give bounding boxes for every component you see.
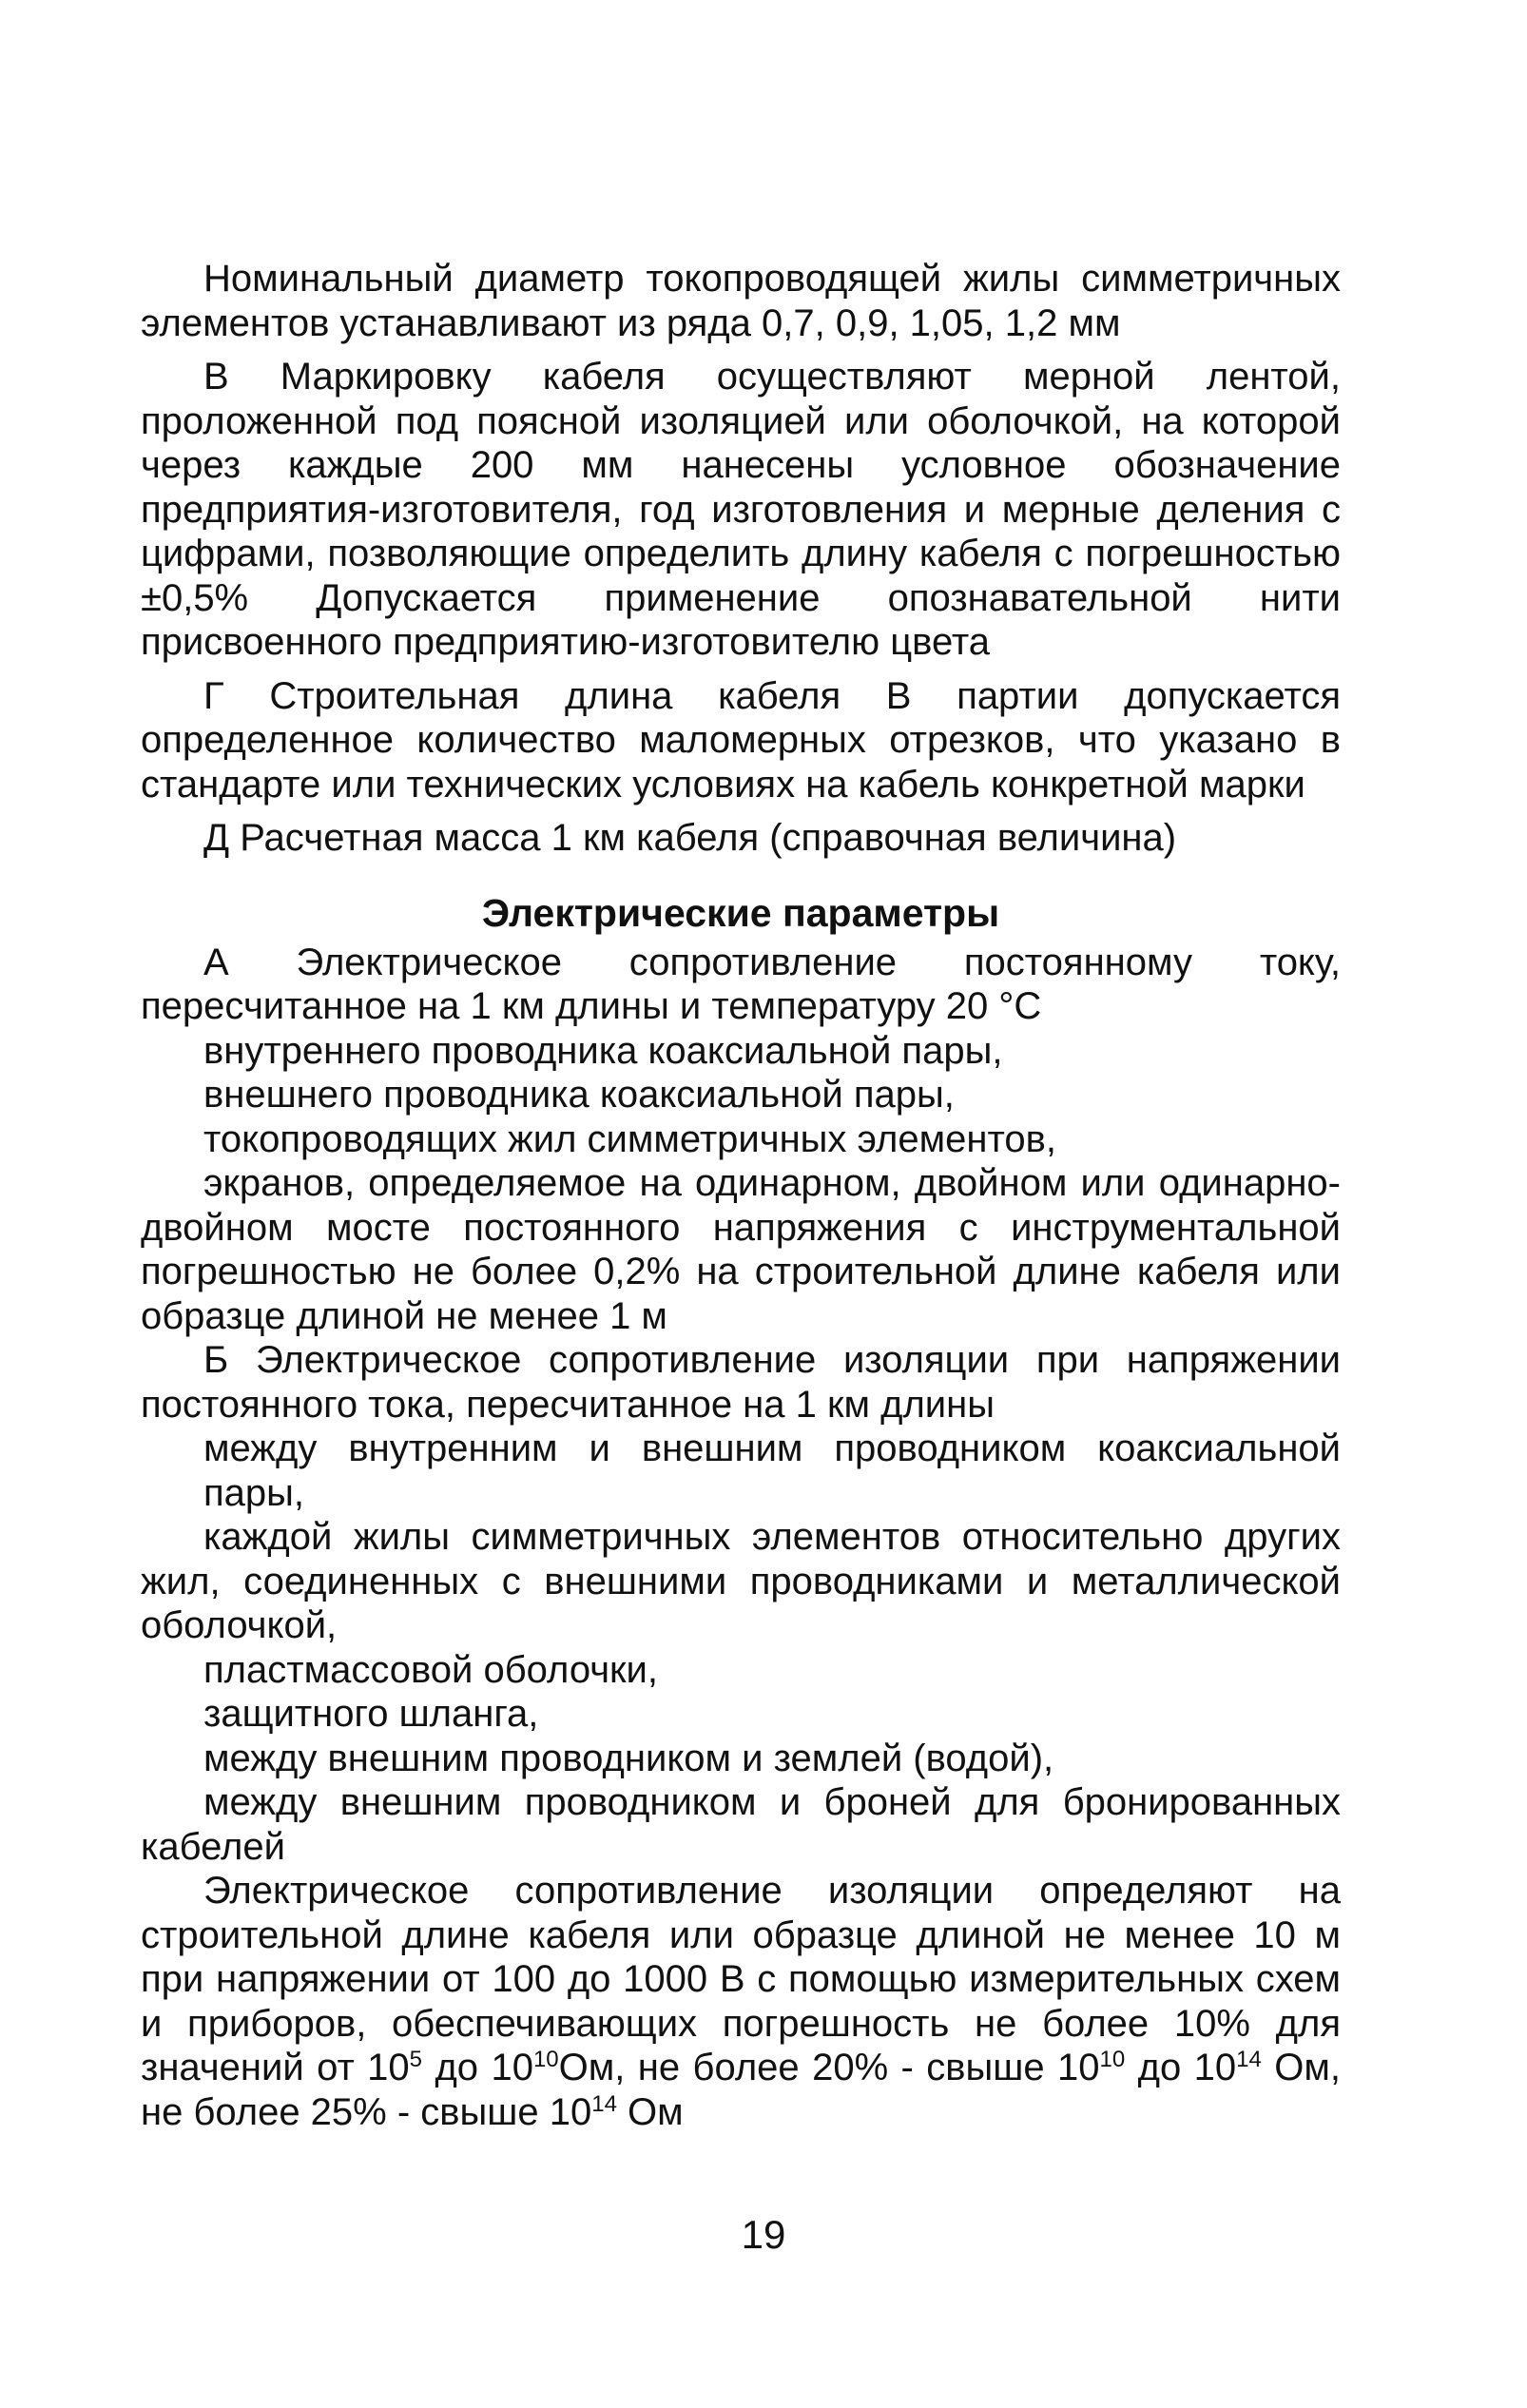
text-segment: Электрическое сопротивление изоляции определяют на строительной длине кабеля или образце длиной не менее 10 м при напряжении от 100 до 1000 В с помощью измерительных схем и приборов, обеспечивающих погрешность не более 10% для значений от 10 — [141, 1870, 1341, 2088]
list-item: между внешним проводником и броней для бронированных кабелей — [141, 1781, 1341, 1868]
text-segment: Ом, не более 20% - свыше 10 — [558, 2047, 1100, 2088]
list-item: пластмассовой оболочки, — [203, 1648, 658, 1691]
list-item: между внешним проводником и землей (водой), — [203, 1737, 1054, 1779]
text-segment: до 10 — [1125, 2047, 1237, 2088]
superscript: 5 — [409, 2047, 423, 2072]
list-item: защитного шланга, — [203, 1693, 539, 1735]
superscript: 10 — [532, 2047, 559, 2072]
page-body — [141, 257, 1341, 2134]
superscript: 14 — [1236, 2047, 1262, 2072]
list-item: токопроводящих жил симметричных элементов, — [203, 1117, 1056, 1160]
paragraph-b-intro: Б Электрическое сопротивление изоляции при напряжении постоянного тока, пересчитанное на 1 км длины — [141, 1339, 1341, 1426]
list-item: между внутренним и внешним проводником коаксиальной пары, — [203, 1427, 1341, 1514]
section-heading: Электрические параметры — [481, 890, 1000, 935]
list-item: внутреннего проводника коаксиальной пары, — [203, 1029, 1003, 1072]
text-segment: до 10 — [422, 2047, 533, 2088]
list-item: внешнего проводника коаксиальной пары, — [203, 1074, 955, 1116]
paragraph-insulation-measurement — [141, 1869, 1341, 2134]
list-item: каждой жилы симметричных элементов относительно других жил, соединенных с внешними проводниками и металлической оболочкой, — [141, 1516, 1341, 1646]
text-segment: Ом — [616, 2090, 684, 2133]
paragraph-nominal-diameter: Номинальный диаметр токопроводящей жилы симметричных элементов устанавливают из ряда 0,7, 0,9, 1,05, 1,2 мм — [141, 258, 1341, 344]
text-segment: Ом, не более 25% - свыше 10 — [141, 2047, 1342, 2133]
list-item: экранов, определяемое на одинарном, двойном или одинарно-двойном мосте постоянного напряжения с инструментальной погрешностью не более 0,2% на строительной длине кабеля или образце длиной не менее 1 м — [141, 1162, 1341, 1337]
paragraph-a-intro: А Электрическое сопротивление постоянному току, пересчитанное на 1 км длины и температуру 20 °С — [141, 941, 1341, 1027]
superscript: 14 — [591, 2090, 617, 2117]
paragraph-marking: В Маркировку кабеля осуществляют мерной лентой, проложенной под поясной изоляцией или оболочкой, на которой через каждые 200 мм нанесены условное обозначение предприятия-изготовителя, год изготовления и мерные деления с цифрами, позволяющие определить длину кабеля с погрешностью ±0,5% Допускается применение опознавательной нити присвоенного предприятию-изготовителю цвета — [141, 356, 1341, 663]
page-number: 19 — [741, 2212, 786, 2257]
superscript: 10 — [1099, 2047, 1126, 2072]
paragraph-calculated-mass: Д Расчетная масса 1 км кабеля (справочная величина) — [203, 817, 1177, 859]
paragraph-construction-length: Г Строительная длина кабеля В партии допускается определенное количество маломерных отрезков, что указано в стандарте или технических условиях на кабель конкретной марки — [141, 674, 1341, 806]
